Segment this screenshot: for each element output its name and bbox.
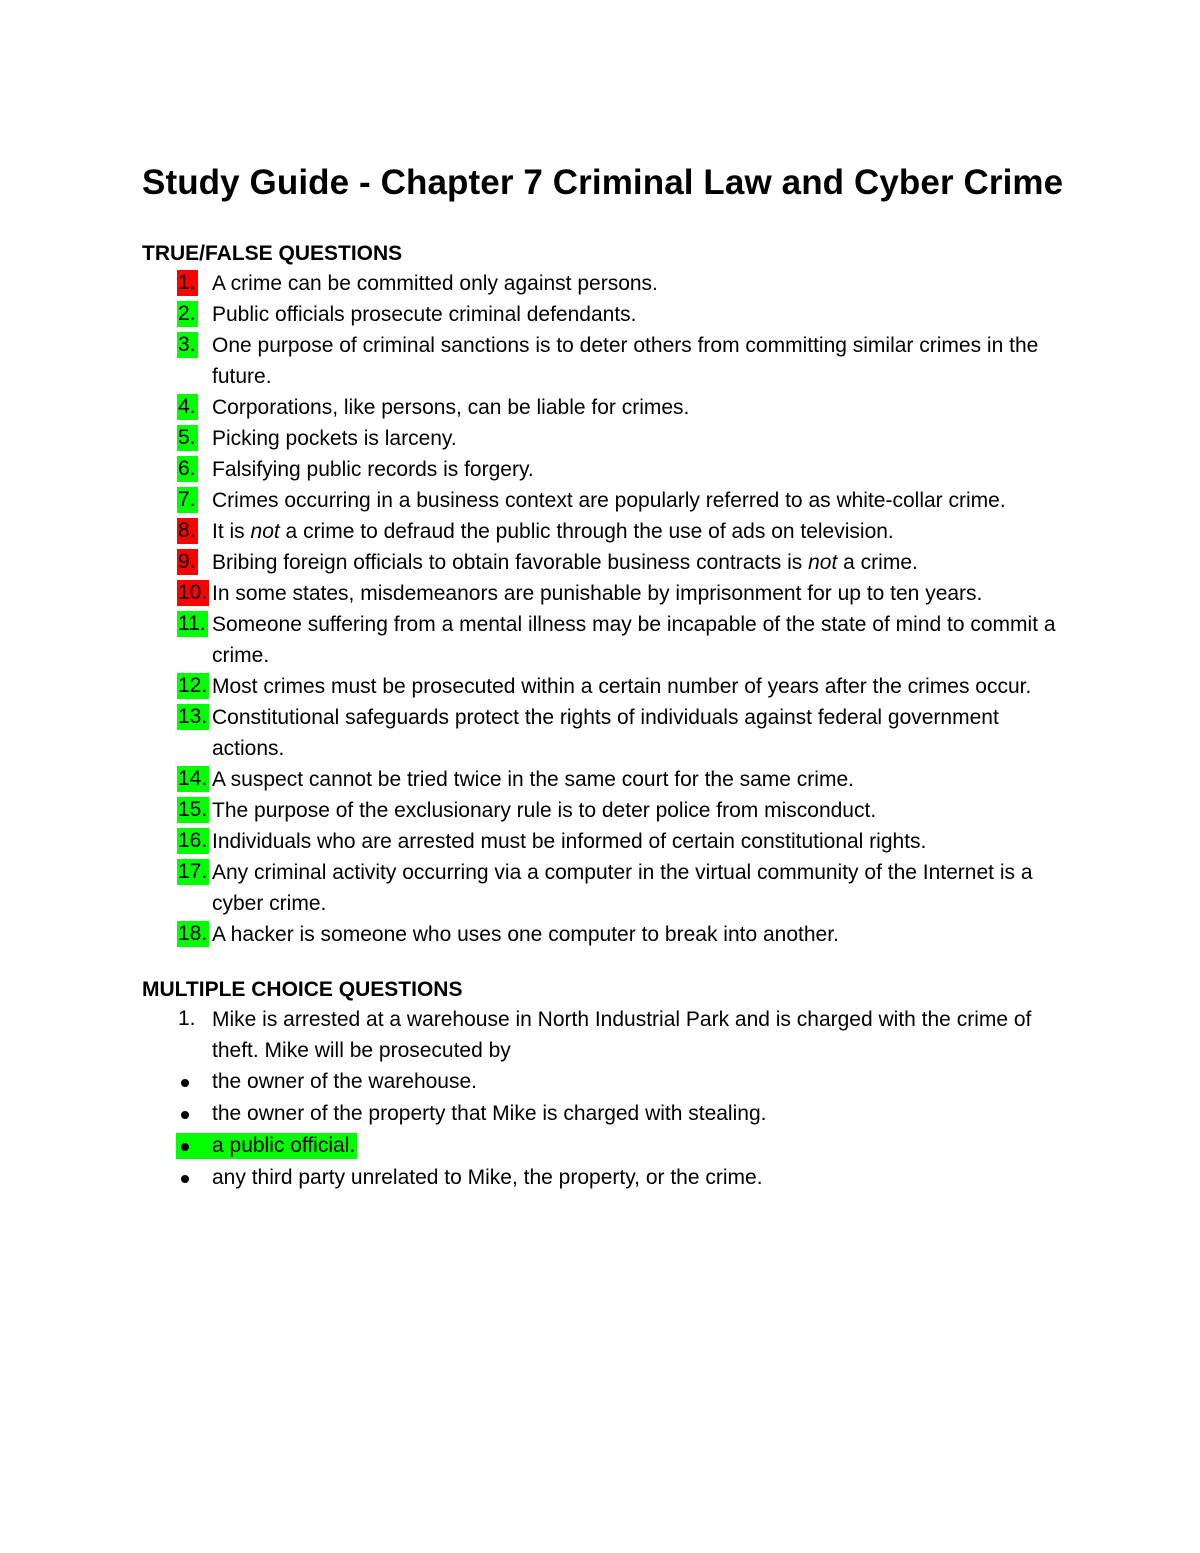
question-number-true-highlight: 3. <box>178 333 196 356</box>
question-text <box>212 489 1006 512</box>
text-run: Any criminal activity occurring via a computer in the virtual community of the Internet is a cyber crime. <box>212 861 1033 915</box>
answer-choices <box>142 1066 1072 1194</box>
tf-question-item <box>142 485 1072 516</box>
text-run: One purpose of criminal sanctions is to deter others from committing similar crimes in the future. <box>212 334 1039 388</box>
question-number-true-highlight: 11. <box>178 612 206 635</box>
question-text <box>212 861 1033 915</box>
choice-row <box>142 1165 765 1191</box>
question-text <box>212 923 839 946</box>
choice-text: the owner of the property that Mike is charged with stealing. <box>212 1102 767 1125</box>
bullet-icon <box>181 1111 189 1119</box>
answer-choice <box>142 1162 1072 1194</box>
text-run: The purpose of the exclusionary rule is to deter police from misconduct. <box>212 799 877 822</box>
tf-question-item <box>142 919 1072 950</box>
text-run: In some states, misdemeanors are punishable by imprisonment for up to ten years. <box>212 582 983 605</box>
tf-question-item <box>142 454 1072 485</box>
text-run: Someone suffering from a mental illness may be incapable of the state of mind to commit a crime. <box>212 613 1056 667</box>
emphasis-text: not <box>808 551 838 574</box>
choice-text: any third party unrelated to Mike, the property, or the crime. <box>212 1166 763 1189</box>
tf-question-item <box>142 268 1072 299</box>
choice-row <box>142 1069 479 1095</box>
bullet-icon <box>181 1143 189 1151</box>
question-text <box>212 303 637 326</box>
text-run: A suspect cannot be tried twice in the same court for the same crime. <box>212 768 854 791</box>
text-run: A hacker is someone who uses one computer to break into another. <box>212 923 839 946</box>
question-text <box>212 768 854 791</box>
document-page <box>142 160 1072 1194</box>
text-run: Individuals who are arrested must be informed of certain constitutional rights. <box>212 830 927 853</box>
answer-choice <box>142 1098 1072 1130</box>
tf-question-item <box>142 857 1072 919</box>
multiple-choice-list <box>142 1004 1072 1194</box>
bullet-icon <box>181 1175 189 1183</box>
text-run: Constitutional safeguards protect the rights of individuals against federal government actions. <box>212 706 999 760</box>
question-text <box>212 706 999 760</box>
question-text <box>212 396 689 419</box>
tf-question-item <box>142 392 1072 423</box>
question-number-true-highlight: 5. <box>178 426 196 449</box>
question-number-true-highlight: 7. <box>178 488 196 511</box>
text-run: Corporations, like persons, can be liable for crimes. <box>212 396 690 419</box>
text-run: Most crimes must be prosecuted within a certain number of years after the crimes occur. <box>212 675 1032 698</box>
tf-question-item <box>142 516 1072 547</box>
question-text <box>212 582 982 605</box>
true-false-heading: TRUE/FALSE QUESTIONS <box>142 242 403 265</box>
tf-question-item <box>142 423 1072 454</box>
question-text <box>212 613 1056 667</box>
page-title: Study Guide - Chapter 7 Criminal Law and Cyber Crime <box>142 163 1064 202</box>
question-text <box>212 334 1038 388</box>
question-text <box>212 675 1031 698</box>
tf-question-item <box>142 795 1072 826</box>
question-number-true-highlight: 14. <box>178 767 208 790</box>
question-number-true-highlight: 13. <box>178 705 208 728</box>
question-number-true-highlight: 18. <box>178 922 208 945</box>
choice-row <box>176 1133 357 1159</box>
question-text <box>212 272 658 295</box>
text-run: a crime to defraud the public through the use of ads on television. <box>279 520 894 543</box>
tf-question-item <box>142 578 1072 609</box>
question-number: 1. <box>178 1007 196 1030</box>
question-number-true-highlight: 16. <box>178 829 208 852</box>
question-text <box>212 458 534 481</box>
question-text <box>212 520 894 543</box>
choice-row <box>142 1101 768 1127</box>
question-number-false-highlight: 8. <box>178 519 196 542</box>
question-text <box>212 799 876 822</box>
choice-text: a public official. <box>212 1134 356 1157</box>
question-number-false-highlight: 1. <box>178 271 196 294</box>
question-text <box>212 427 457 450</box>
question-text <box>212 551 918 574</box>
text-run: Crimes occurring in a business context are popularly referred to as white-collar crime. <box>212 489 1006 512</box>
text-run: a crime. <box>837 551 918 574</box>
question-number-true-highlight: 4. <box>178 395 196 418</box>
question-number-true-highlight: 15. <box>178 798 208 821</box>
tf-question-item <box>142 547 1072 578</box>
true-false-list <box>142 268 1072 950</box>
tf-question-item <box>142 299 1072 330</box>
text-run: Bribing foreign officials to obtain favorable business contracts is <box>212 551 809 574</box>
tf-question-item <box>142 671 1072 702</box>
question-number-false-highlight: 10. <box>178 581 208 604</box>
tf-question-item <box>142 764 1072 795</box>
text-run: It is <box>212 520 251 543</box>
question-text <box>212 830 926 853</box>
choice-text: the owner of the warehouse. <box>212 1070 478 1093</box>
tf-question-item <box>142 330 1072 392</box>
question-number-true-highlight: 2. <box>178 302 196 325</box>
mc-question-item <box>142 1004 1072 1066</box>
tf-question-item <box>142 702 1072 764</box>
answer-choice-correct <box>142 1130 1072 1162</box>
question-number-true-highlight: 12. <box>178 674 208 697</box>
bullet-icon <box>181 1079 189 1087</box>
text-run: Public officials prosecute criminal defendants. <box>212 303 637 326</box>
multiple-choice-heading: MULTIPLE CHOICE QUESTIONS <box>142 978 463 1001</box>
tf-question-item <box>142 609 1072 671</box>
tf-question-item <box>142 826 1072 857</box>
answer-choice <box>142 1066 1072 1098</box>
text-run: Falsifying public records is forgery. <box>212 458 534 481</box>
question-number-true-highlight: 17. <box>178 860 208 883</box>
text-run: A crime can be committed only against persons. <box>212 272 658 295</box>
question-text: Mike is arrested at a warehouse in North Industrial Park and is charged with the crime of theft. Mike will be prosecuted by <box>212 1008 1032 1062</box>
emphasis-text: not <box>250 520 280 543</box>
text-run: Picking pockets is larceny. <box>212 427 457 450</box>
question-number-false-highlight: 9. <box>178 550 196 573</box>
question-number-true-highlight: 6. <box>178 457 196 480</box>
